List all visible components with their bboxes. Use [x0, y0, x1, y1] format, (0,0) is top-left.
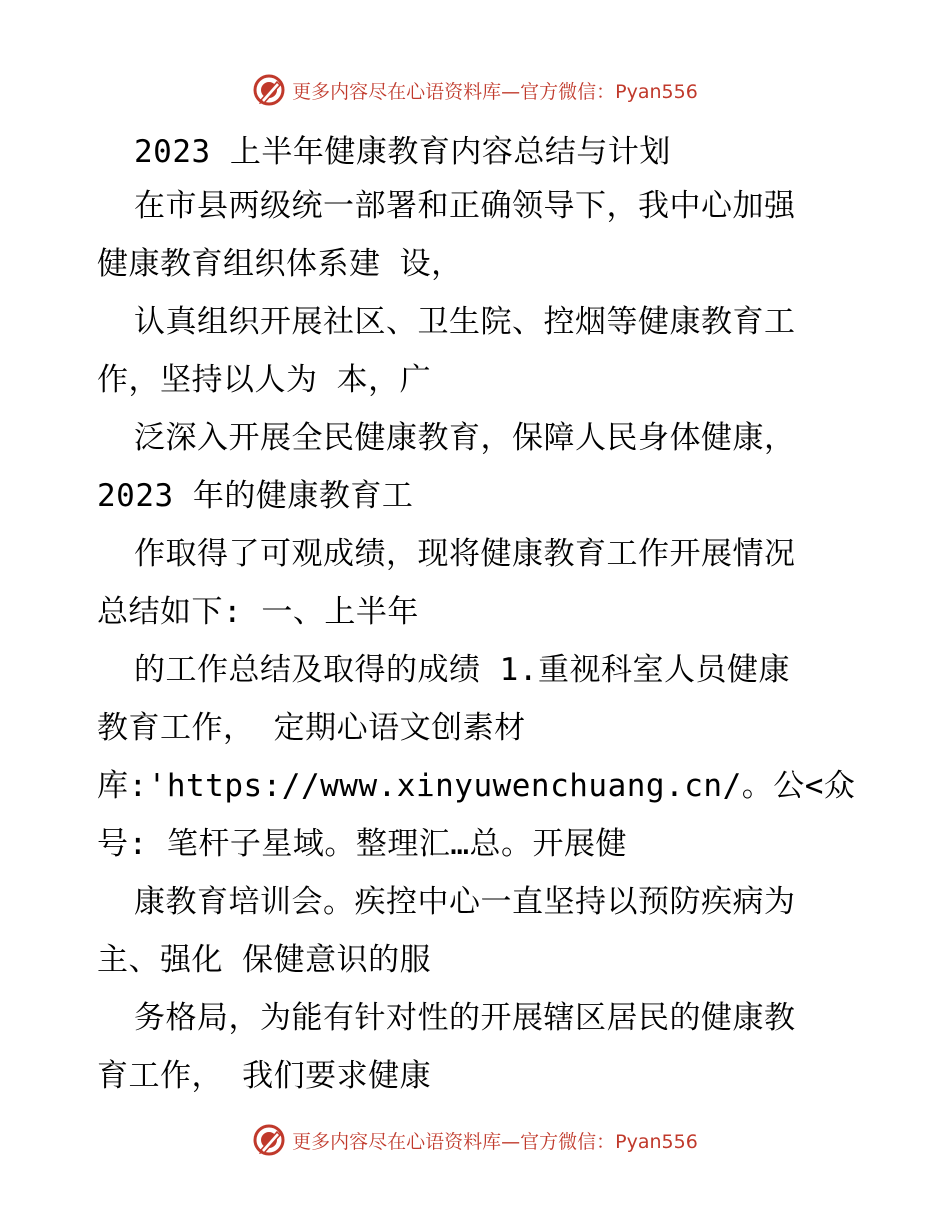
footer-banner [0, 1120, 950, 1160]
pen-seal-icon [252, 1123, 286, 1157]
paragraph-line: 2023 年的健康教育工 [97, 478, 414, 514]
footer-banner-content [252, 1123, 698, 1157]
paragraph-line: 泛深入开展全民健康教育，保障人民身体健康， [134, 420, 796, 456]
paragraph-line: 康教育培训会。疾控中心一直坚持以预防疾病为 [134, 884, 796, 920]
document-title: 2023 上半年健康教育内容总结与计划 [134, 134, 671, 170]
paragraph-line: 教育工作， 定期心语文创素材 [97, 710, 526, 746]
pen-seal-icon [252, 73, 286, 107]
paragraph-line: 作取得了可观成绩，现将健康教育工作开展情况 [134, 536, 796, 572]
header-banner-content [252, 73, 698, 107]
paragraph-line: 主、强化 保健意识的服 [97, 942, 432, 978]
paragraph-line: 健康教育组织体系建 设， [97, 246, 463, 282]
paragraph-line: 认真组织开展社区、卫生院、控烟等健康教育工 [134, 304, 796, 340]
paragraph-line: 育工作， 我们要求健康 [97, 1058, 432, 1094]
paragraph-line: 作，坚持以人为 本，广 [97, 362, 432, 398]
paragraph-line: 的工作总结及取得的成绩 1.重视科室人员健康 [134, 652, 790, 688]
paragraph-line: 库:'https://www.xinyuwenchuang.cn/。公<众 [97, 768, 856, 804]
paragraph-line: 号: 笔杆子星域。整理汇…总。开展健 [97, 826, 627, 862]
paragraph-line: 总结如下: 一、上半年 [97, 594, 419, 630]
footer-banner-text: 更多内容尽在心语资料库—官方微信：Pyan556 [292, 1130, 698, 1153]
paragraph-line: 在市县两级统一部署和正确领导下，我中心加强 [134, 188, 796, 224]
header-banner [0, 70, 950, 110]
header-banner-text: 更多内容尽在心语资料库—官方微信：Pyan556 [292, 80, 698, 103]
paragraph-line: 务格局，为能有针对性的开展辖区居民的健康教 [134, 1000, 796, 1036]
